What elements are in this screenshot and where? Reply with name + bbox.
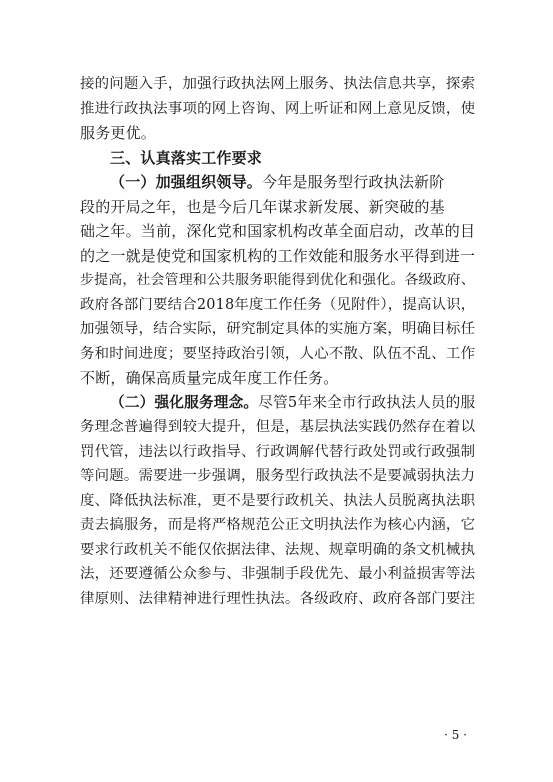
text-line (80, 489, 475, 514)
text-line (80, 268, 475, 293)
text-line (80, 244, 475, 269)
text-line (80, 293, 475, 318)
text-line (80, 97, 475, 122)
line-text: 的之一就是使党和国家机构的工作效能和服务水平得到进一 (80, 246, 476, 265)
line-text: 尽管5年来全市行政执法人员的服 (258, 393, 476, 411)
text-line (80, 562, 475, 587)
line-text: 务和时间进度；要坚持政治引领，人心不散、队伍不乱、工作 (80, 345, 476, 362)
line-text: 法，还要遵循公众参与、非强制手段优先、最小利益损害等法 (80, 566, 476, 582)
page-number: · 5 · (444, 728, 467, 742)
text-line (80, 170, 475, 195)
line-text: 不断，确保高质量完成年度工作任务。 (80, 369, 339, 387)
subsection-title: （一）加强组织领导。 (110, 173, 263, 191)
line-text: 等问题。需要进一步强调，服务型行政执法不是要减弱执法力 (80, 468, 476, 484)
line-text: 度、降低执法标准，更不是要行政机关、执法人员脱离执法职 (80, 492, 476, 509)
line-text: 步提高，社会管理和公共服务职能得到优化和强化。各级政府、 (80, 272, 475, 288)
line-text: 加强领导，结合实际，研究制定具体的实施方案，明确目标任 (80, 321, 476, 337)
section-heading (80, 146, 475, 171)
text-line (80, 219, 475, 244)
line-text: 接的问题入手，加强行政执法网上服务、执法信息共享，探索 (80, 76, 476, 92)
subsection-title: （二）强化服务理念。 (110, 393, 259, 411)
text-line (80, 342, 475, 367)
line-text: 服务更优。 (80, 124, 157, 142)
text-line (80, 72, 475, 97)
text-line (80, 195, 475, 220)
line-text: 推进行政执法事项的网上咨询、网上听证和网上意见反馈，使 (80, 100, 476, 117)
line-text: 责去搞服务，而是将严格规范公正文明执法作为核心内涵，它 (80, 517, 476, 533)
line-text: 今年是服务型行政执法新阶 (262, 173, 445, 191)
text-line (80, 121, 475, 146)
section-heading-text: 三、认真落实工作要求 (110, 148, 263, 167)
text-line (80, 513, 475, 538)
line-text: 础之年。当前，深化党和国家机构改革全面启动，改革的目 (80, 222, 476, 240)
text-line (80, 587, 475, 612)
line-text: 要求行政机关不能仅依据法律、法规、规章明确的条文机械执 (80, 541, 476, 558)
text-line (80, 366, 475, 391)
body-text (80, 72, 475, 611)
line-text: 段的开局之年，也是今后几年谋求新发展、新突破的基 (80, 197, 445, 216)
text-line (80, 464, 475, 489)
line-text: 罚代管，违法以行政指导、行政调解代替行政处罚或行政强制 (80, 443, 476, 460)
text-line (80, 538, 475, 563)
text-line (80, 391, 475, 416)
line-text: 律原则、法律精神进行理性执法。各级政府、政府各部门要注 (80, 590, 476, 607)
text-line (80, 317, 475, 342)
text-line (80, 415, 475, 440)
line-text: 政府各部门要结合2018年度工作任务（见附件），提高认识， (80, 296, 476, 313)
text-line (80, 440, 475, 465)
line-text: 务理念普遍得到较大提升，但是，基层执法实践仍然存在着以 (80, 419, 476, 435)
